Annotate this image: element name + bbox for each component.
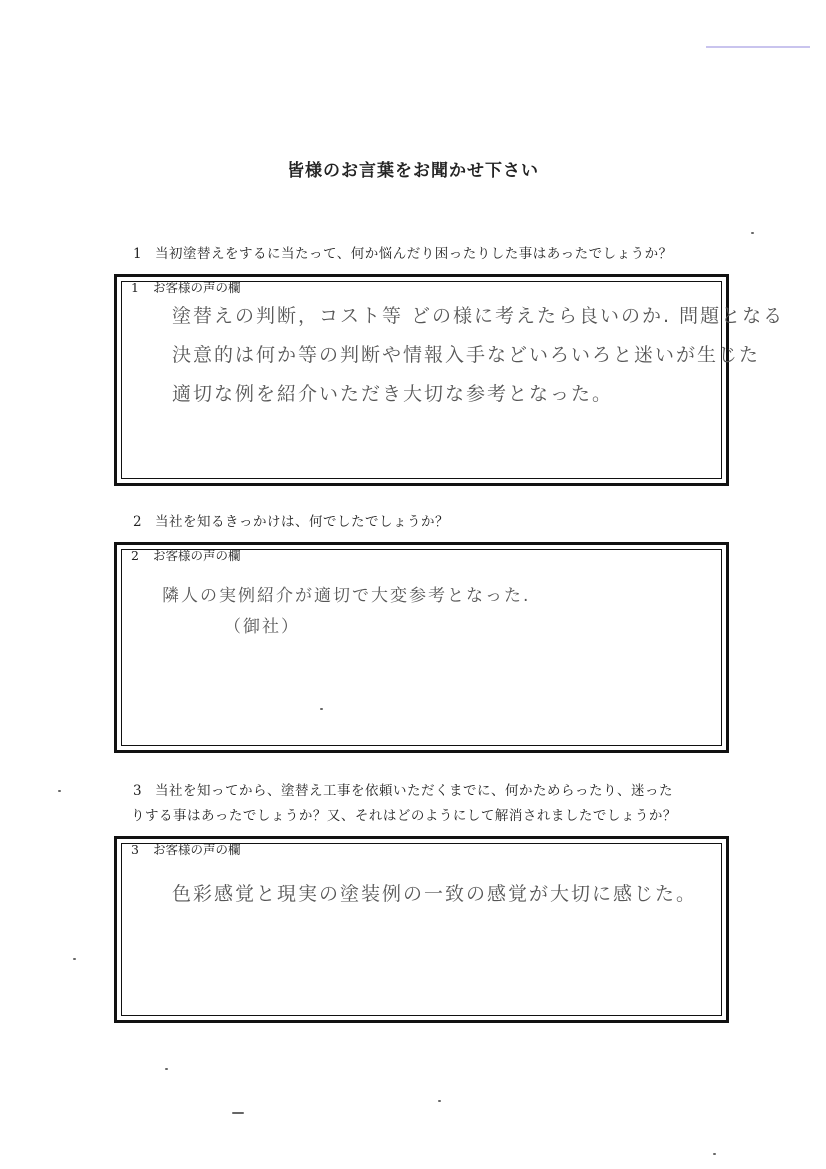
answer-text [172,297,784,414]
box-label-number: 2 [131,548,139,563]
question-text: 当社を知るきっかけは、何でしたでしょうか？ [155,514,449,530]
answer-line: （御社） [224,617,300,637]
scan-speck [58,790,61,792]
scan-speck [713,1153,716,1155]
scan-speck [232,1112,244,1114]
scan-speck [438,1100,441,1102]
question-3 [133,779,733,829]
answer-box-2 [114,542,729,753]
answer-text [162,581,530,643]
question-text-continued: りする事はあったでしょうか？又、それはどのようにして解消されましたでしょうか？ [131,808,677,824]
answer-line: 決意的は何か等の判断や情報入手などいろいろと迷いが生じた [172,344,761,366]
answer-line: 塗替えの判断，コスト等 どの様に考えたら良いのか. 問題となる [172,305,785,327]
scan-speck [73,958,76,960]
answer-line: 色彩感覚と現実の塗装例の一致の感覚が大切に感じた。 [172,883,698,905]
question-text: 当初塗替えをするに当たって、何か悩んだり困ったりした事はあったでしょうか？ [155,246,673,262]
box-label-text: お客様の声の欄 [153,842,241,857]
page-title: 皆様のお言葉をお聞かせ下さい [287,161,539,181]
top-right-line [706,46,810,48]
box-label [131,840,241,858]
question-text: 当社を知ってから、塗替え工事を依頼いただくまでに、何かためらったり、迷った [155,783,673,799]
box-label-text: お客様の声の欄 [153,548,241,563]
question-number: 3 [133,783,143,799]
answer-text [172,875,697,914]
answer-box-1 [114,274,785,486]
question-1 [133,242,733,267]
box-label-text: お客様の声の欄 [153,280,241,295]
scan-speck [320,708,323,710]
answer-box-3 [114,836,729,1023]
question-number: 1 [133,246,143,262]
box-label [131,278,241,296]
scan-speck [165,1068,168,1070]
scan-speck [751,232,754,234]
box-label-number: 3 [131,842,139,857]
box-label [131,546,241,564]
box-label-number: 1 [131,280,139,295]
question-2 [133,510,733,535]
answer-line: 隣人の実例紹介が適切で大変参考となった. [162,586,531,606]
answer-line: 適切な例を紹介いただき大切な参考となった。 [172,383,614,405]
question-number: 2 [133,514,143,530]
